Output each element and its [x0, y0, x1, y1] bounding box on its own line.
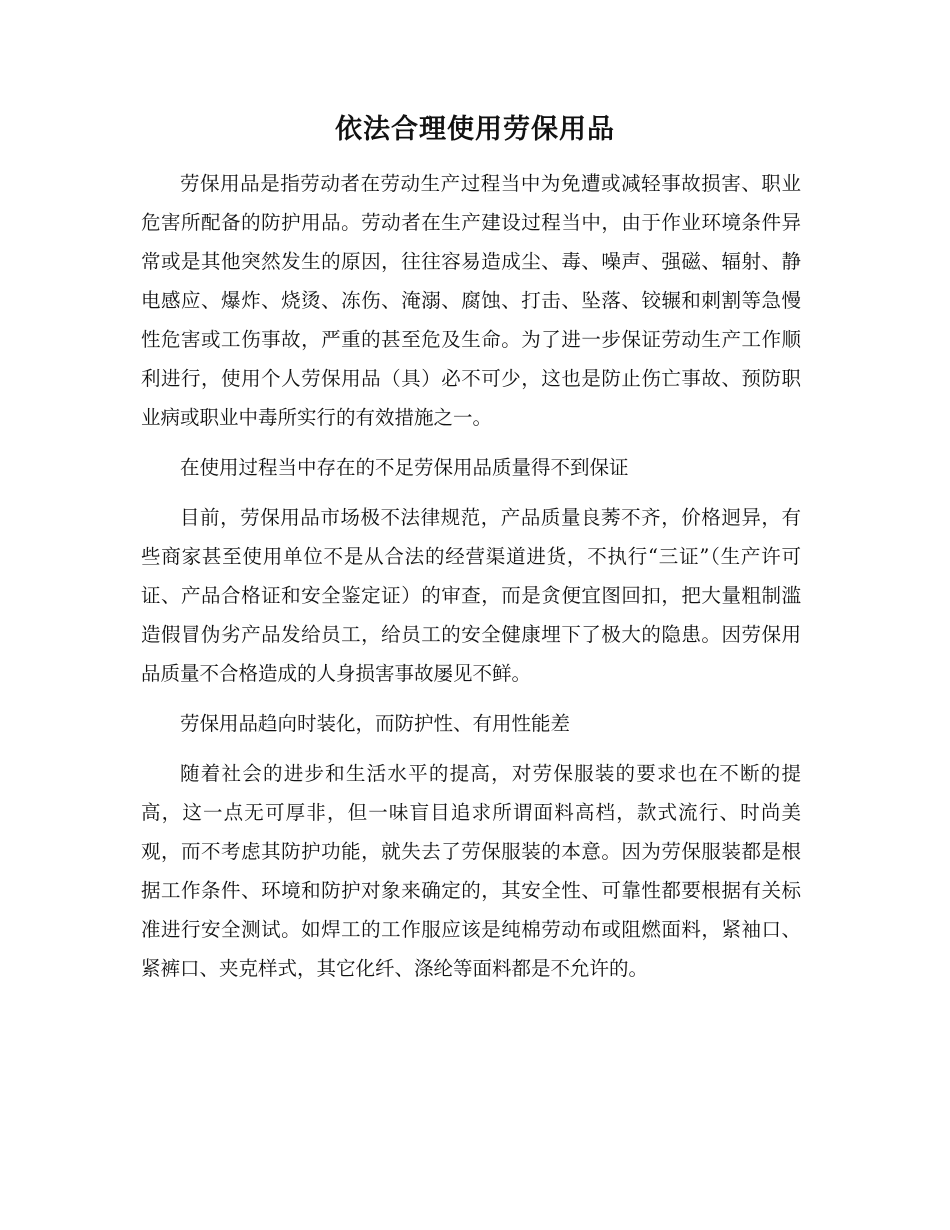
body-paragraph: 随着社会的进步和生活水平的提高，对劳保服装的要求也在不断的提高，这一点无可厚非，但一味盲目追求所谓面料高档，款式流行、时尚美观，而不考虑其防护功能，就失去了劳保服装的本意。因为劳保服装都是根据工作条件、环境和防护对象来确定的，其安全性、可靠性都要根据有关标准进行安全测试。如焊工的工作服应该是纯棉劳动布或阻燃面料，紧袖口、紧裤口、夹克样式，其它化纤、涤纶等面料都是不允许的。	[141, 762, 801, 980]
section-heading: 劳保用品趋向时装化，而防护性、有用性能差	[180, 712, 571, 735]
section-heading: 在使用过程当中存在的不足劳保用品质量得不到保证	[180, 456, 629, 479]
body-paragraph: 劳保用品是指劳动者在劳动生产过程当中为免遭或减轻事故损害、职业危害所配备的防护用品。劳动者在生产建设过程当中，由于作业环境条件异常或是其他突然发生的原因，往往容易造成尘、毒、噪声、强磁、辐射、静电感应、爆炸、烧烫、冻伤、淹溺、腐蚀、打击、坠落、铰辗和刺割等急慢性危害或工伤事故，严重的甚至危及生命。为了进一步保证劳动生产工作顺利进行，使用个人劳保用品（具）必不可少，这也是防止伤亡事故、预防职业病或职业中毒所实行的有效措施之一。	[141, 172, 801, 429]
document-body	[141, 164, 801, 999]
body-paragraph: 目前，劳保用品市场极不法律规范，产品质量良莠不齐，价格迥异，有些商家甚至使用单位不是从合法的经营渠道进货，不执行“三证”（生产许可证、产品合格证和安全鉴定证）的审查，而是贪便宜图回扣，把大量粗制滥造假冒伪劣产品发给员工，给员工的安全健康埋下了极大的隐患。因劳保用品质量不合格造成的人身损害事故屡见不鲜。	[141, 506, 801, 685]
document-title: 依法合理使用劳保用品	[335, 114, 615, 145]
